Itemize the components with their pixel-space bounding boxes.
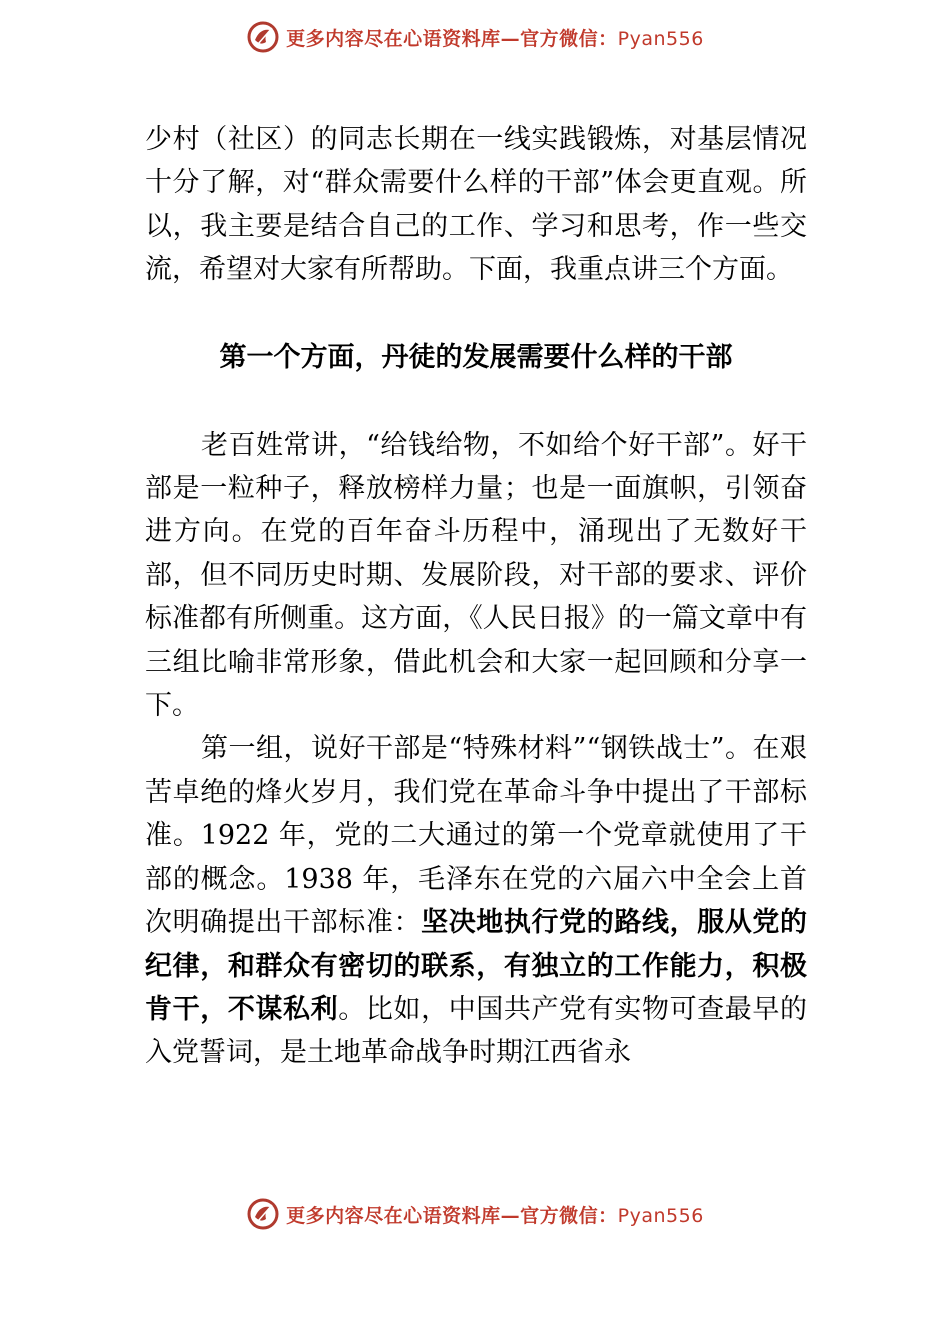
document-body — [145, 118, 807, 1075]
banner-text: 更多内容尽在心语资料库—官方微信：Pyan556 — [286, 27, 704, 50]
footer-banner — [0, 1194, 950, 1234]
paragraph-3-end: 。比如，中国共产党有实物可查最早的入党誓词，是土地革命战争时期江西省永 — [145, 993, 808, 1069]
cadre-standard-bold: 坚决地执行党的路线，服从党的纪律，和群众有密切的联系，有独立的工作能力，积极肯干，不谋私利 — [145, 907, 808, 1025]
banner-text: 更多内容尽在心语资料库—官方微信：Pyan556 — [286, 1204, 704, 1227]
section-heading: 第一个方面，丹徒的发展需要什么样的干部 — [219, 341, 733, 373]
paragraph-1: 少村（社区）的同志长期在一线实践锻炼，对基层情况十分了解，对“群众需要什么样的干部”体会更直观。所以，我主要是结合自己的工作、学习和思考，作一些交流，希望对大家有所帮助。下面，我重点讲三个方面。 — [145, 124, 807, 286]
paragraph-3-start: 第一组，说好干部是“特殊材料”“钢铁战士”。在艰苦卓绝的烽火岁月，我们党在革命斗争中提出了干部标准。1922 年，党的二大通过的第一个党章就使用了干部的概念。1938 年，毛泽东在党的六届六中全会上首次明确提出干部标准： — [145, 733, 807, 939]
logo-icon — [246, 1197, 280, 1231]
paragraph-2: 老百姓常讲，“给钱给物，不如给个好干部”。好干部是一粒种子，释放榜样力量；也是一面旗帜，引领奋进方向。在党的百年奋斗历程中，涌现出了无数好干部，但不同历史时期、发展阶段，对干部的要求、评价标准都有所侧重。这方面，《人民日报》的一篇文章中有三组比喻非常形象，借此机会和大家一起回顾和分享一下。 — [145, 429, 807, 722]
paragraph-3 — [145, 727, 807, 1074]
header-banner — [0, 17, 950, 57]
logo-icon — [246, 20, 280, 54]
